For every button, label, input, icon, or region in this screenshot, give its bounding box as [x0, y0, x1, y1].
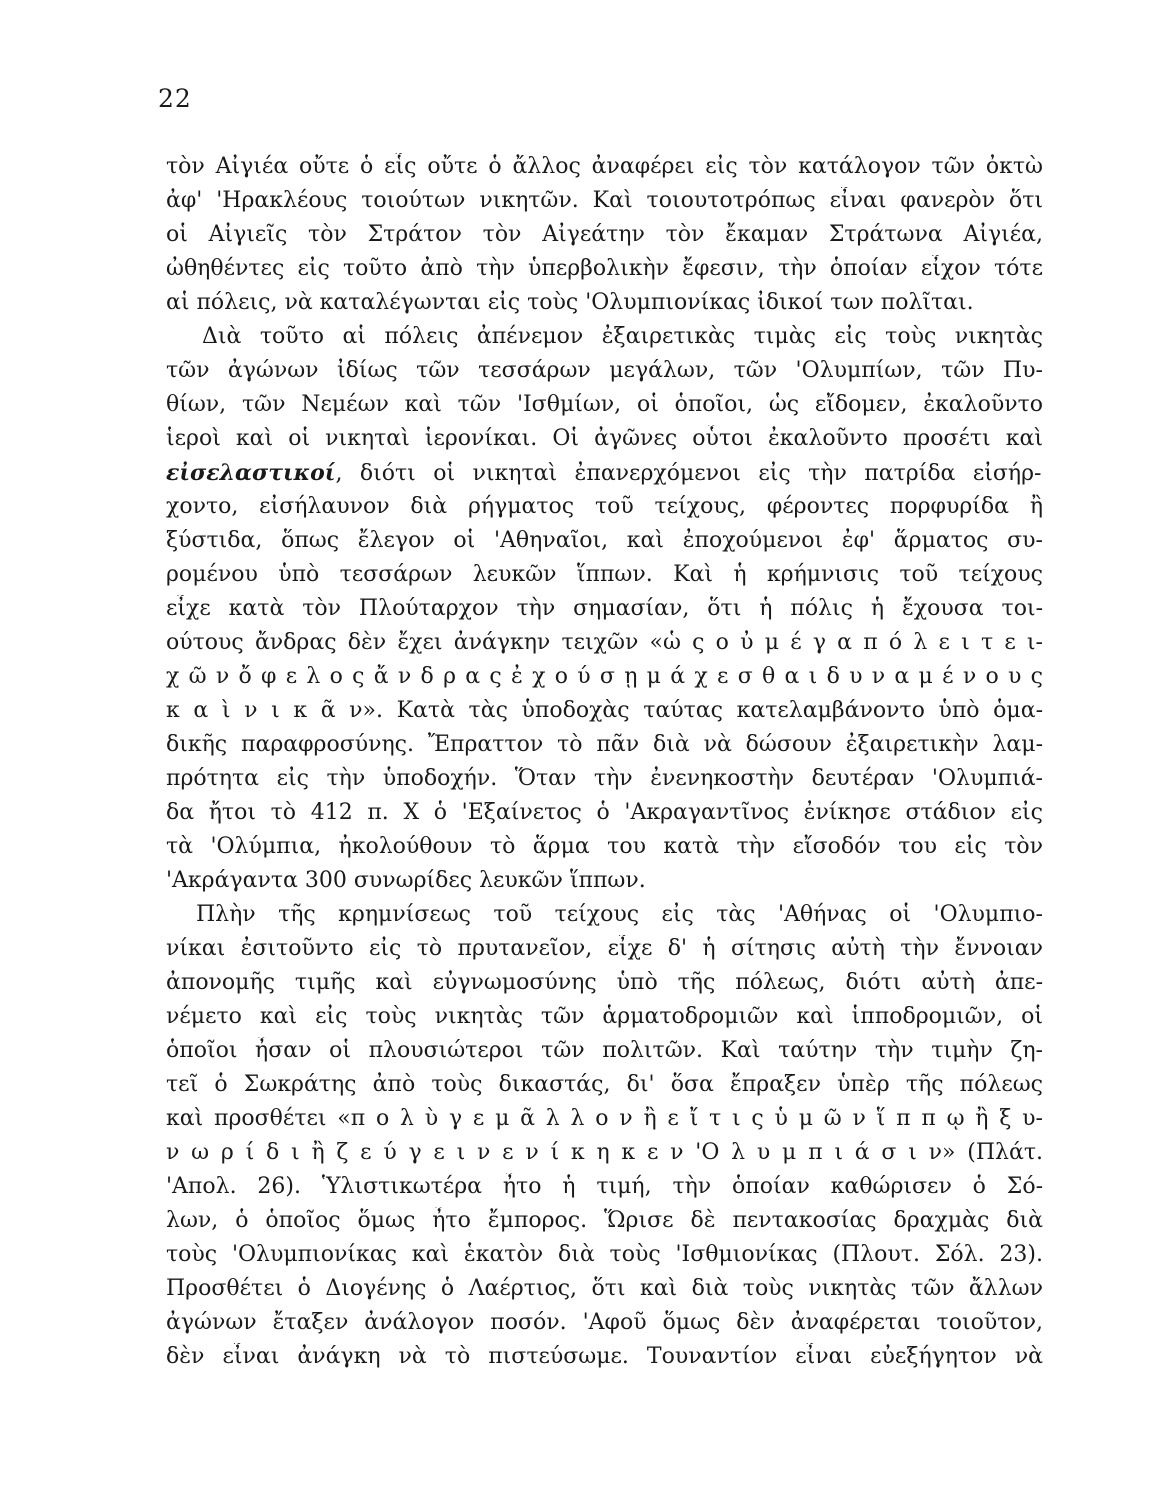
text-line: πρότητα εἰς τὴν ὑποδοχήν. Ὅταν τὴν ἐνενηκοστὴν δευτέραν 'Ολυμπιά-	[166, 766, 1043, 791]
text-line: αἱ πόλεις, νὰ καταλέγωνται εἰς τοὺς 'Ολυμπιονίκας ἰδικοί των πολῖται.	[166, 290, 974, 315]
text-line: θίων, τῶν Νεμέων καὶ τῶν 'Ισθμίων, οἱ ὁποῖοι, ὡς εἴδομεν, ἐκαλοῦντο	[166, 392, 1043, 417]
text-line: οἱ Αἰγιεῖς τὸν Στράτον τὸν Αἰγεάτην τὸν ἔκαμαν Στράτωνα Αἰγιέα,	[166, 222, 1043, 247]
text-line: εἶχε κατὰ τὸν Πλούταρχον τὴν σημασίαν, ὅτι ἡ πόλις ἡ ἔχουσα τοι-	[166, 596, 1043, 621]
text-line: Προσθέτει ὁ Διογένης ὁ Λαέρτιος, ὅτι καὶ διὰ τοὺς νικητὰς τῶν ἄλλων	[166, 1276, 1043, 1301]
text-line: ούτους ἄνδρας δὲν ἔχει ἀνάγκην τειχῶν «ὡ ς ο ὐ μ έ γ α π ό λ ε ι τ ε ι-	[166, 630, 1043, 655]
text-line: καὶ προσθέτει «π ο λ ὺ γ ε μ ᾶ λ λ ο ν ἢ ε ἴ τ ι ς ὑ μ ῶ ν ἵ π π ῳ ἢ ξ υ-	[166, 1106, 1043, 1131]
text-line: χοντο, εἰσήλαυνον διὰ ρήγματος τοῦ τείχους, φέροντες πορφυρίδα ἢ	[166, 494, 1043, 519]
text-line: τὸν Αἰγιέα οὔτε ὁ εἷς οὔτε ὁ ἄλλος ἀναφέρει εἰς τὸν κατάλογον τῶν ὀκτὼ	[166, 154, 1043, 179]
text-line: χ ῶ ν ὄ φ ε λ ο ς ἄ ν δ ρ α ς ἐ χ ο ύ σ ῃ μ ά χ ε σ θ α ι δ υ ν α μ έ ν ο υ ς	[166, 664, 1043, 689]
text-line-rest: , διότι οἱ νικηταὶ ἐπανερχόμενοι εἰς τὴν πατρίδα εἰσήρ-	[335, 461, 1042, 486]
text-line	[166, 459, 1043, 487]
text-line: ξύστιδα, ὅπως ἔλεγον οἱ 'Αθηναῖοι, καὶ ἐποχούμενοι ἐφ' ἅρματος συ-	[166, 528, 1043, 553]
text-line: τοὺς 'Ολυμπιονίκας καὶ ἑκατὸν διὰ τοὺς 'Ισθμιονίκας (Πλουτ. Σόλ. 23).	[166, 1242, 1043, 1267]
text-line: 'Απολ. 26). Ὑλιστικωτέρα ἦτο ἡ τιμή, τὴν ὁποίαν καθώρισεν ὁ Σό-	[166, 1174, 1043, 1199]
emphasized-term: εἰσελαστικοί	[166, 460, 336, 486]
page-number: 22	[158, 84, 192, 113]
text-line: τεῖ ὁ Σωκράτης ἀπὸ τοὺς δικαστάς, δι' ὅσα ἔπραξεν ὑπὲρ τῆς πόλεως	[166, 1072, 1043, 1097]
text-line: ἀφ' 'Ηρακλέους τοιούτων νικητῶν. Καὶ τοιουτοτρόπως εἶναι φανερὸν ὅτι	[166, 188, 1043, 213]
text-line: ἱεροὶ καὶ οἱ νικηταὶ ἱερονίκαι. Οἱ ἀγῶνες οὗτοι ἐκαλοῦντο προσέτι καὶ	[166, 426, 1043, 451]
text-line: δικῆς παραφροσύνης. Ἔπραττον τὸ πᾶν διὰ νὰ δώσουν ἐξαιρετικὴν λαμ-	[166, 732, 1043, 757]
text-line: ἀπονομῆς τιμῆς καὶ εὐγνωμοσύνης ὑπὸ τῆς πόλεως, διότι αὐτὴ ἀπε-	[166, 970, 1043, 995]
text-line: δὲν εἶναι ἀνάγκη νὰ τὸ πιστεύσωμε. Τουναντίον εἶναι εὐεξήγητον νὰ	[166, 1344, 1043, 1369]
text-line: νέμετο καὶ εἰς τοὺς νικητὰς τῶν ἁρματοδρομιῶν καὶ ἱπποδρομιῶν, οἱ	[166, 1004, 1043, 1029]
text-line: τὰ 'Ολύμπια, ἠκολούθουν τὸ ἅρμα του κατὰ τὴν εἴσοδόν του εἰς τὸν	[166, 834, 1043, 859]
text-line: ὁποῖοι ἦσαν οἱ πλουσιώτεροι τῶν πολιτῶν. Καὶ ταύτην τὴν τιμὴν ζη-	[166, 1038, 1043, 1063]
text-line: ρομένου ὑπὸ τεσσάρων λευκῶν ἵππων. Καὶ ἡ κρήμνισις τοῦ τείχους	[166, 562, 1043, 587]
text-line: τῶν ἀγώνων ἰδίως τῶν τεσσάρων μεγάλων, τῶν 'Ολυμπίων, τῶν Πυ-	[166, 358, 1043, 383]
text-line: ν ω ρ ί δ ι ἢ ζ ε ύ γ ε ι ν ε ν ί κ η κ ε ν 'Ο λ υ μ π ι ά σ ι ν» (Πλάτ.	[166, 1140, 1043, 1165]
text-line: δα ἤτοι τὸ 412 π. Χ ὁ 'Εξαίνετος ὁ 'Ακραγαντῖνος ἐνίκησε στάδιον εἰς	[166, 800, 1043, 825]
text-line: 'Ακράγαντα 300 συνωρίδες λευκῶν ἵππων.	[166, 868, 646, 893]
text-line: κ α ὶ ν ι κ ᾶ ν». Κατὰ τὰς ὑποδοχὰς ταύτας κατελαμβάνοντο ὑπὸ ὁμα-	[166, 698, 1043, 723]
text-line: νίκαι ἐσιτοῦντο εἰς τὸ πρυτανεῖον, εἶχε δ' ἡ σίτησις αὐτὴ τὴν ἔννοιαν	[166, 936, 1043, 961]
text-line: λων, ὁ ὁποῖος ὅμως ἦτο ἔμπορος. Ὥρισε δὲ πεντακοσίας δραχμὰς διὰ	[166, 1208, 1043, 1233]
text-line: ὠθηθέντες εἰς τοῦτο ἀπὸ τὴν ὑπερβολικὴν ἔφεσιν, τὴν ὁποίαν εἶχον τότε	[166, 256, 1043, 281]
text-line: Διὰ τοῦτο αἱ πόλεις ἀπένεμον ἐξαιρετικὰς τιμὰς εἰς τοὺς νικητὰς	[202, 324, 1043, 349]
text-line: Πλὴν τῆς κρημνίσεως τοῦ τείχους εἰς τὰς 'Αθήνας οἱ 'Ολυμπιο-	[196, 902, 1043, 927]
text-line: ἀγώνων ἔταξεν ἀνάλογον ποσόν. 'Αφοῦ ὅμως δὲν ἀναφέρεται τοιοῦτον,	[166, 1310, 1043, 1335]
